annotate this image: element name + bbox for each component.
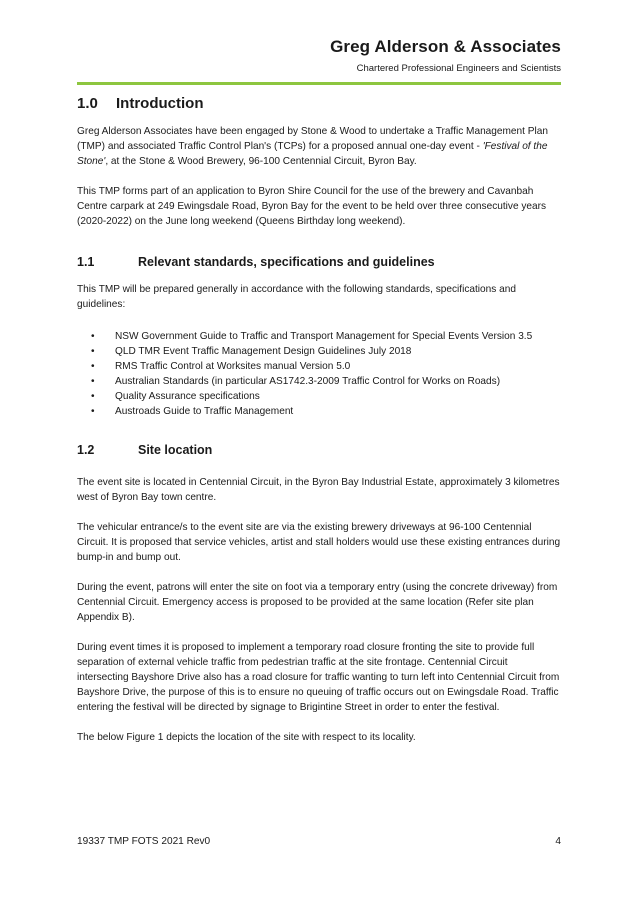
- page-footer: [77, 836, 561, 847]
- list-item-text: Quality Assurance specifications: [115, 391, 260, 402]
- section-number: 1.1: [77, 255, 95, 269]
- site-paragraph: During the event, patrons will enter the site on foot via a temporary entry (using the concrete driveway) from Centennial Circuit. Emergency access is proposed to be provided at the same location (Refer site plan Appendix B).: [77, 582, 558, 623]
- firm-tagline: Chartered Professional Engineers and Scientists: [356, 63, 561, 74]
- standards-list: [77, 329, 561, 419]
- section-title: Relevant standards, specifications and guidelines: [138, 255, 435, 269]
- list-item-text: Australian Standards (in particular AS1742.3-2009 Traffic Control for Works on Roads): [115, 376, 501, 387]
- header-rule: [77, 82, 561, 85]
- section-heading-standards: [77, 255, 561, 270]
- list-item: [77, 359, 561, 374]
- section-number: 1.0: [77, 95, 98, 112]
- list-item: [77, 329, 561, 344]
- letterhead: [330, 37, 561, 74]
- list-item: [77, 374, 561, 389]
- site-paragraph: The vehicular entrance/s to the event site are via the existing brewery driveways at 96-100 Centennial Circuit. It is proposed that service vehicles, artist and stall holders would use these existing entrances during bump-in and bump out.: [77, 522, 561, 563]
- section-heading-site-location: [77, 443, 561, 458]
- intro-paragraph-2: This TMP forms part of an application to Byron Shire Council for the use of the brewery and Cavanbah Centre carpark at 249 Ewingsdale Road, Byron Bay for the event to be held over three consecutive years (2020-2022) on the June long weekend (Queens Birthday long weekend).: [77, 186, 547, 227]
- section-number: 1.2: [77, 443, 95, 457]
- section-heading-intro: [77, 96, 561, 111]
- site-paragraph: The below Figure 1 depicts the location of the site with respect to its locality.: [77, 732, 416, 743]
- bullet-icon: •: [91, 331, 95, 342]
- list-item-text: RMS Traffic Control at Worksites manual Version 5.0: [115, 361, 351, 372]
- bullet-icon: •: [91, 406, 95, 417]
- page-number: 4: [555, 836, 561, 847]
- bullet-icon: •: [91, 391, 95, 402]
- site-paragraph: The event site is located in Centennial Circuit, in the Byron Bay Industrial Estate, approximately 3 kilometres west of Byron Bay town centre.: [77, 477, 560, 503]
- section-title: Site location: [138, 443, 213, 457]
- bullet-icon: •: [91, 376, 95, 387]
- list-item: [77, 344, 561, 359]
- section-title: Introduction: [116, 95, 204, 112]
- bullet-icon: •: [91, 346, 95, 357]
- list-item-text: QLD TMR Event Traffic Management Design Guidelines July 2018: [115, 346, 412, 357]
- list-item: [77, 404, 561, 419]
- intro-text-a: Greg Alderson Associates have been engaged by Stone & Wood to undertake a Traffic Management Plan (TMP) and associated Traffic Control Plan's (TCPs) for a proposed annual one-day event -: [77, 126, 548, 152]
- intro-paragraph-1: [77, 124, 561, 169]
- bullet-icon: •: [91, 361, 95, 372]
- document-body: [77, 96, 561, 760]
- site-paragraph: During event times it is proposed to implement a temporary road closure fronting the site to provide full separation of external vehicle traffic from pedestrian traffic at the site frontage. Centennial Circuit intersecting Bayshore Drive also has a road closure for traffic wanting to turn left into Centennial Circuit from Bayshore Drive, the purpose of this is to ensure no queuing of traffic occurs out on Ewingsdale Road. Traffic entering the festival will be directed by signage to Brigintine Street in order to enter the festival.: [77, 642, 560, 713]
- list-item-text: NSW Government Guide to Traffic and Transport Management for Special Events Version 3.5: [115, 331, 533, 342]
- standards-intro: This TMP will be prepared generally in accordance with the following standards, specifications and guidelines:: [77, 284, 516, 310]
- event-name: 'Festival of the Stone': [77, 141, 548, 167]
- list-item: [77, 389, 561, 404]
- intro-text-b: , at the Stone & Wood Brewery, 96-100 Centennial Circuit, Byron Bay.: [105, 156, 417, 167]
- firm-name: Greg Alderson & Associates: [330, 37, 561, 56]
- list-item-text: Austroads Guide to Traffic Management: [115, 406, 294, 417]
- document-reference: 19337 TMP FOTS 2021 Rev0: [77, 836, 211, 847]
